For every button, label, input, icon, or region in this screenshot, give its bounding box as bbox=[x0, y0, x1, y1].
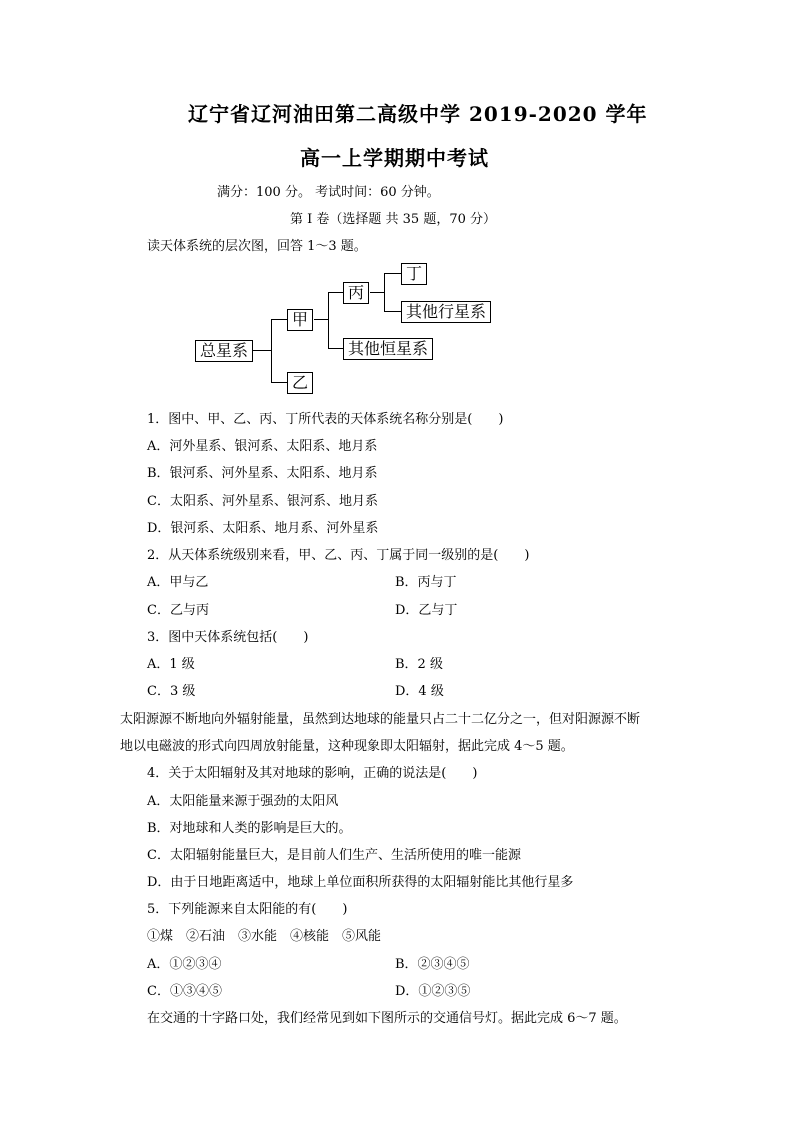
q4-option-d: D．由于日地距离适中，地球上单位面积所获得的太阳辐射能比其他行星多 bbox=[147, 875, 574, 890]
node-other-stars: 其他恒星系 bbox=[343, 338, 433, 360]
q2-stem: 2．从天体系统级别来看，甲、乙、丙、丁属于同一级别的是( ) bbox=[147, 548, 530, 563]
q1-stem: 1．图中、甲、乙、丙、丁所代表的天体系统名称分别是( ) bbox=[147, 412, 504, 427]
q1-option-b: B．银河系、河外星系、太阳系、地月系 bbox=[147, 466, 378, 481]
node-other-planets: 其他行星系 bbox=[401, 301, 491, 323]
celestial-hierarchy-diagram bbox=[180, 255, 520, 400]
node-ding: 丁 bbox=[401, 263, 427, 285]
q2-option-a: A．甲与乙 bbox=[147, 575, 209, 590]
q4-option-b: B．对地球和人类的影响是巨大的。 bbox=[147, 821, 352, 836]
page-title-line2: 高一上学期期中考试 bbox=[300, 146, 489, 170]
node-root: 总星系 bbox=[195, 340, 253, 362]
exam-info: 满分：100 分。 考试时间：60 分钟。 bbox=[217, 185, 440, 200]
q3-option-a: A．1 级 bbox=[147, 657, 195, 672]
page-title-line1: 辽宁省辽河油田第二高级中学 2019-2020 学年 bbox=[188, 102, 648, 126]
q3-option-b: B．2 级 bbox=[395, 657, 443, 672]
q4-option-a: A．太阳能量来源于强劲的太阳风 bbox=[147, 794, 339, 809]
node-jia: 甲 bbox=[287, 309, 313, 331]
section-heading: 第 I 卷（选择题 共 35 题，70 分） bbox=[290, 212, 497, 227]
q2-option-d: D．乙与丁 bbox=[395, 603, 458, 618]
q5-option-c: C．①③④⑤ bbox=[147, 984, 222, 999]
passage-line1: 太阳源源不断地向外辐射能量，虽然到达地球的能量只占二十二亿分之一，但对阳源源不断 bbox=[120, 712, 641, 727]
node-yi: 乙 bbox=[287, 372, 313, 394]
q3-option-c: C．3 级 bbox=[147, 684, 196, 699]
q5-option-d: D．①②③⑤ bbox=[395, 984, 471, 999]
q1-option-c: C．太阳系、河外星系、银河系、地月系 bbox=[147, 494, 378, 509]
q4-option-c: C．太阳辐射能量巨大，是目前人们生产、生活所使用的唯一能源 bbox=[147, 848, 521, 863]
node-bing: 丙 bbox=[343, 282, 369, 304]
q5-items: ①煤 ②石油 ③水能 ④核能 ⑤风能 bbox=[147, 929, 382, 944]
q2-option-c: C．乙与丙 bbox=[147, 603, 209, 618]
q5-stem: 5．下列能源来自太阳能的有( ) bbox=[147, 902, 348, 917]
q1-option-d: D．银河系、太阳系、地月系、河外星系 bbox=[147, 521, 379, 536]
q3-stem: 3．图中天体系统包括( ) bbox=[147, 630, 309, 645]
q2-option-b: B．丙与丁 bbox=[395, 575, 457, 590]
q5-option-b: B．②③④⑤ bbox=[395, 957, 470, 972]
passage-line2: 地以电磁波的形式向四周放射能量，这种现象即太阳辐射，据此完成 4～5 题。 bbox=[120, 739, 574, 754]
intro-q1-3: 读天体系统的层次图，回答 1～3 题。 bbox=[147, 239, 367, 254]
q1-option-a: A．河外星系、银河系、太阳系、地月系 bbox=[147, 439, 378, 454]
intro-q6-7: 在交通的十字路口处，我们经常见到如下图所示的交通信号灯。据此完成 6～7 题。 bbox=[147, 1011, 627, 1026]
q3-option-d: D．4 级 bbox=[395, 684, 444, 699]
q5-option-a: A．①②③④ bbox=[147, 957, 222, 972]
q4-stem: 4．关于太阳辐射及其对地球的影响，正确的说法是( ) bbox=[147, 766, 478, 781]
